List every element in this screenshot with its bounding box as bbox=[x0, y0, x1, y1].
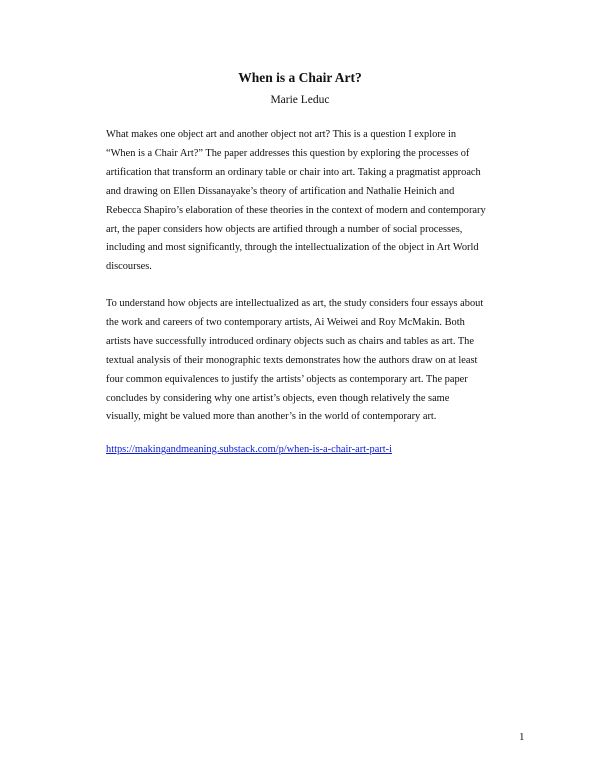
text-line: Rebecca Shapiro’s elaboration of these theories in the context of modern and contemporary bbox=[106, 204, 486, 216]
text-line: textual analysis of their monographic texts demonstrates how the authors draw on at least bbox=[106, 354, 478, 366]
text-line: To understand how objects are intellectualized as art, the study considers four essays about bbox=[106, 298, 484, 309]
text-line: discourses. bbox=[106, 261, 152, 273]
text-line: the work and careers of two contemporary artists, Ai Weiwei and Roy McMakin. Both bbox=[106, 316, 465, 328]
document-author: Marie Leduc bbox=[270, 94, 330, 106]
abstract-paragraph-2 bbox=[106, 295, 500, 427]
document-title: When is a Chair Art? bbox=[238, 70, 362, 85]
text-line: concludes by considering why one artist’s objects, even though relatively the same bbox=[106, 392, 450, 404]
text-line: “When is a Chair Art?” The paper addresses this question by exploring the processes of bbox=[106, 147, 470, 159]
page-number: 1 bbox=[519, 731, 525, 743]
text-line: visually, might be valued more than another’s in the world of contemporary art. bbox=[106, 411, 437, 423]
text-line: and drawing on Ellen Dissanayake’s theory of artification and Nathalie Heinich and bbox=[106, 185, 455, 197]
text-line: including and most significantly, through the intellectualization of the object in Art World bbox=[106, 242, 479, 254]
text-line: art, the paper considers how objects are artified through a number of social processes, bbox=[106, 223, 463, 235]
text-line: What makes one object art and another object not art? This is a question I explore in bbox=[106, 129, 457, 140]
text-line: artists have successfully introduced ordinary objects such as chairs and tables as art. The bbox=[106, 335, 474, 347]
text-line: four common equivalences to justify the artists’ objects as contemporary art. The paper bbox=[106, 373, 468, 385]
text-line: artification that transform an ordinary table or chair into art. Taking a pragmatist approach bbox=[106, 166, 481, 178]
abstract-paragraph-1 bbox=[106, 126, 500, 277]
substack-link[interactable]: https://makingandmeaning.substack.com/p/when-is-a-chair-art-part-i bbox=[106, 444, 393, 455]
